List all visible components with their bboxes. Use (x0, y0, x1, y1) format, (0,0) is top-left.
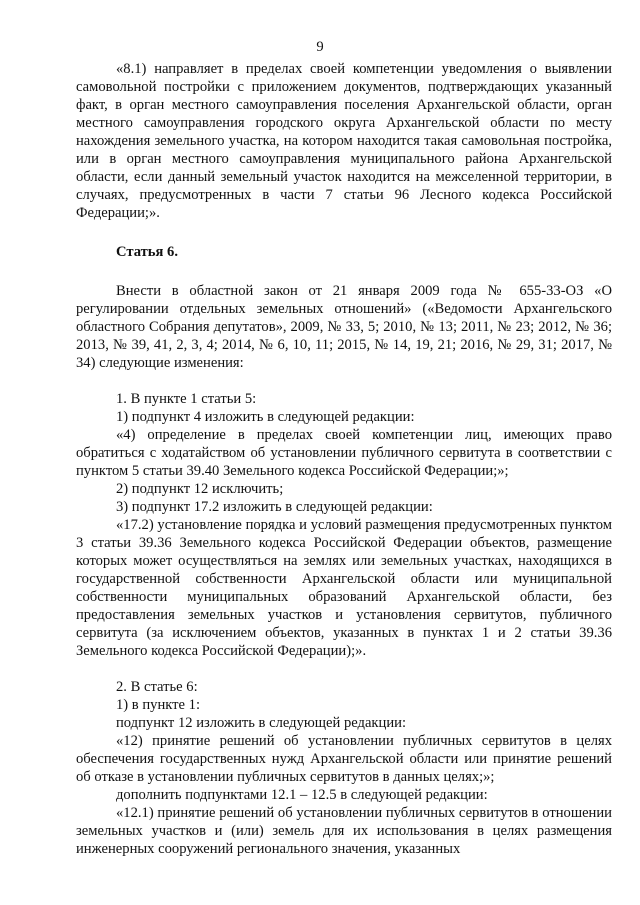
paragraph-quote-4: «4) определение в пределах своей компетенции лиц, имеющих право обратиться с ходатайством об установлении публичного сервитута в соответствии с пунктом 5 статьи 39.40 Земельного кодекса Российской Федерации;»; (76, 427, 612, 479)
page-number: 9 (316, 39, 324, 55)
paragraph-item-1: 1. В пункте 1 статьи 5: (116, 391, 257, 407)
paragraph-quote-12-1: «12.1) принятие решений об установлении публичных сервитутов в отношении земельных участков и (или) земель для их использования в целях размещения инженерных сооружений регионального значения, указанных (76, 805, 612, 857)
document-body (76, 60, 612, 858)
paragraph-intro: Внести в областной закон от 21 января 2009 года № 655-33-ОЗ «О регулировании отдельных земельных отношений» («Ведомости Архангельского областного Собрания депутатов», 2009, № 33, 5; 2010, № 13; 2011, № 23; 2012, № 36; 2013, № 39, 41, 2, 3, 4; 2014, № 6, 10, 11; 2015, № 14, 19, 21; 2016, № 29, 31; 2017, № 34) следующие изменения: (76, 283, 612, 371)
paragraph-item-2: 2. В статье 6: (116, 679, 198, 695)
paragraph-subitem-1: 1) подпункт 4 изложить в следующей редакции: (116, 409, 415, 425)
paragraph-subitem-3: 3) подпункт 17.2 изложить в следующей редакции: (116, 499, 433, 515)
paragraph-quote-17-2: «17.2) установление порядка и условий размещения предусмотренных пунктом 3 статьи 39.36 Земельного кодекса Российской Федерации объектов, размещение которых может осуществляться на землях или земельных участках, находящихся в государственной собственности Архангельской области или муниципальной собственности муниципальных образований Архангельской области, без предоставления земельных участков и установления сервитутов, публичного сервитута (за исключением объектов, указанных в пунктах 1 и 2 статьи 39.36 Земельного кодекса Российской Федерации);». (76, 517, 612, 659)
paragraph-subitem-12: подпункт 12 изложить в следующей редакции: (116, 715, 407, 731)
paragraph-quote-12: «12) принятие решений об установлении публичных сервитутов в целях обеспечения государственных нужд Архангельской области или принятие решений об отказе в установлении публичных сервитутов в данных целях;»; (76, 733, 612, 785)
paragraph-8-1: «8.1) направляет в пределах своей компетенции уведомления о выявлении самовольной постройки с приложением документов, подтверждающих указанный факт, в орган местного самоуправления поселения Архангельской области, орган местного самоуправления городского округа Архангельской области по месту нахождения земельного участка, на котором находится такая самовольная постройка, или в орган местного самоуправления муниципального района Архангельской области, если данный земельный участок находится на межселенной территории, в случаях, предусмотренных в части 7 статьи 96 Лесного кодекса Российской Федерации;». (76, 61, 612, 221)
paragraph-subitem-2-1: 1) в пункте 1: (116, 697, 201, 713)
paragraph-subitem-2: 2) подпункт 12 исключить; (116, 481, 284, 497)
paragraph-supplement: дополнить подпунктами 12.1 – 12.5 в следующей редакции: (116, 787, 488, 803)
article-heading: Статья 6. (116, 244, 178, 260)
